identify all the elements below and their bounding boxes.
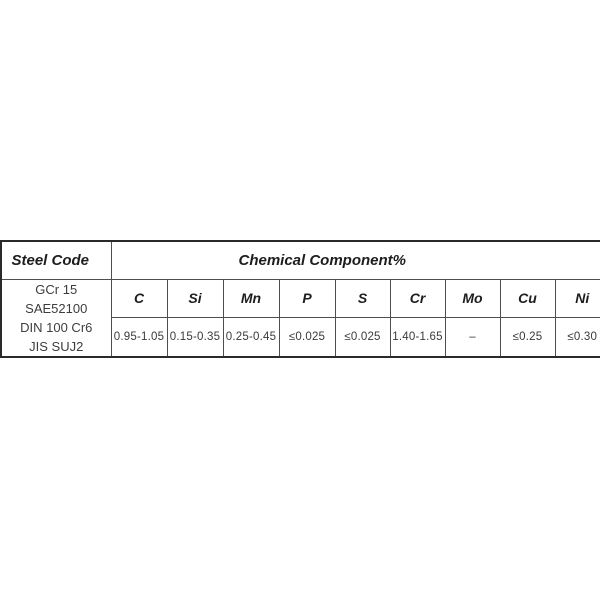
steel-code-line-din100cr6: DIN 100 Cr6: [20, 319, 93, 335]
value-mn: 0.25-0.45: [223, 318, 279, 357]
value-cr: 1.40-1.65: [390, 318, 445, 357]
table-header-row: [1, 241, 600, 279]
spec-table-container: [0, 240, 600, 362]
chemical-component-header-cell: [111, 241, 600, 279]
value-mo: –: [445, 318, 500, 357]
column-header-mo: Mo: [445, 279, 500, 318]
column-header-cu: Cu: [500, 279, 555, 318]
column-header-cr: Cr: [390, 279, 445, 318]
element-symbols-row: [1, 279, 600, 318]
steel-codes-cell: [1, 279, 111, 357]
steel-code-line-jissuj2: JIS SUJ2: [29, 338, 84, 354]
column-header-si: Si: [167, 279, 223, 318]
steel-code-header-cell: [1, 241, 111, 279]
value-si: 0.15-0.35: [167, 318, 223, 357]
column-header-ni: Ni: [555, 279, 600, 318]
value-p: ≤0.025: [279, 318, 335, 357]
steel-code-header-label: Steel Code: [11, 251, 90, 269]
value-cu: ≤0.25: [500, 318, 555, 357]
column-header-s: S: [335, 279, 390, 318]
chemical-component-header-label: Chemical Component%: [238, 251, 407, 269]
column-header-p: P: [279, 279, 335, 318]
value-ni: ≤0.30: [555, 318, 600, 357]
value-s: ≤0.025: [335, 318, 390, 357]
steel-code-line-sae52100: SAE52100: [25, 300, 88, 316]
column-header-c: C: [111, 279, 167, 318]
chemical-composition-table: [0, 240, 600, 358]
value-c: 0.95-1.05: [111, 318, 167, 357]
steel-code-line-gcr15: GCr 15: [35, 281, 78, 297]
column-header-mn: Mn: [223, 279, 279, 318]
